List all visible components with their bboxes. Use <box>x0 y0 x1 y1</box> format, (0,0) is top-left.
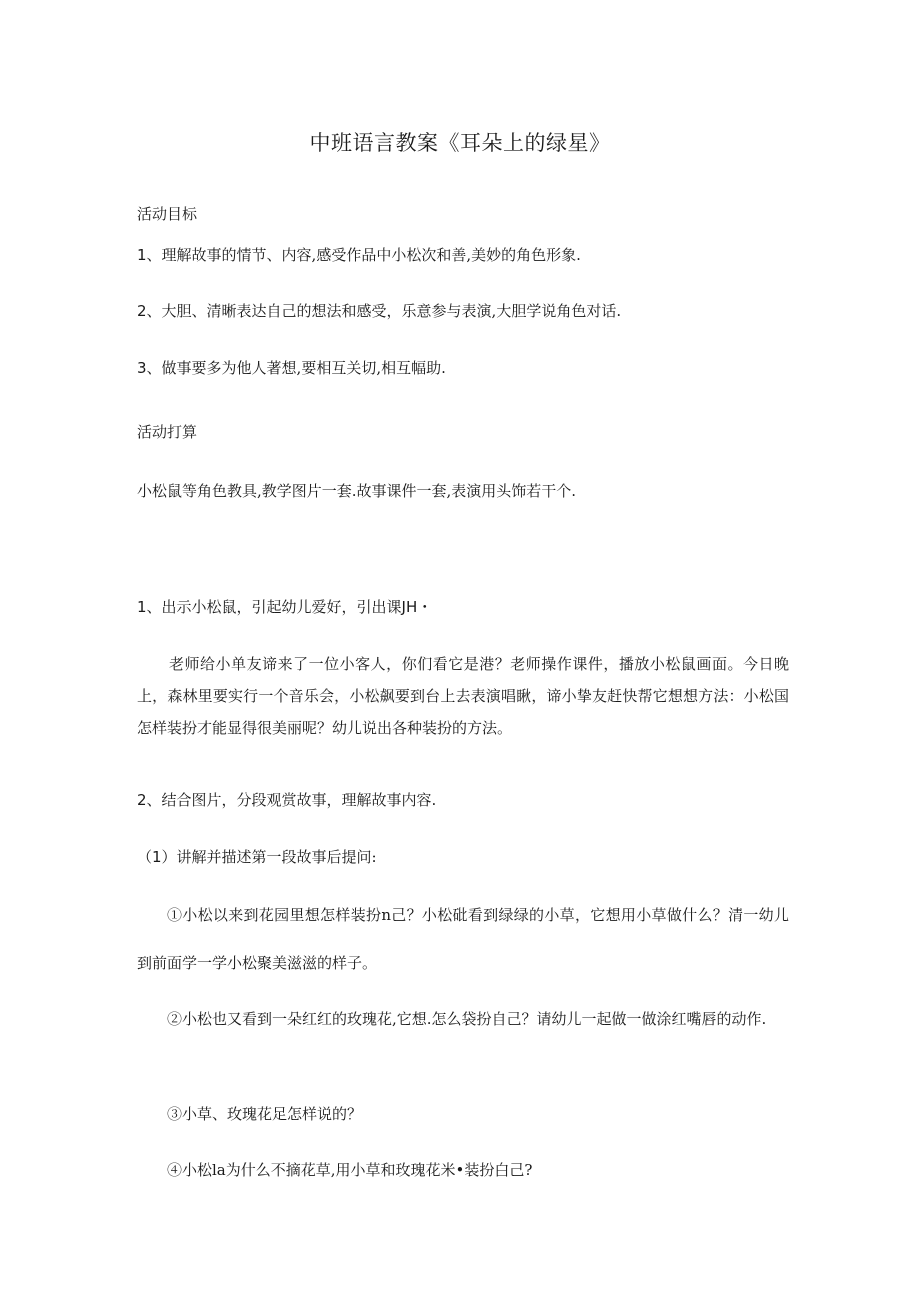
step1-heading: 1、出示小松鼠，引起幼儿爱好，引出课JH・ <box>137 598 433 616</box>
objective-number: 2、 <box>137 302 162 320</box>
step2-heading: 2、结合图片，分段观赏故事，理解故事内容. <box>137 791 437 809</box>
objective-item-3 <box>137 357 787 379</box>
document-title: 中班语言教案《耳朵上的绿星》 <box>309 131 611 155</box>
sub-number: （1） <box>137 848 177 866</box>
question-4: ④小松la为什么不摘花草,用小草和玫瑰花米•装扮白己? <box>167 1161 533 1179</box>
objective-number: 1、 <box>137 246 162 264</box>
objectives-heading: 活动目标 <box>137 205 198 223</box>
objective-item-2 <box>137 300 787 322</box>
preparation-text: 小松鼠等角色教具,教学图片一套.故事课件一套,表演用头饰若干个. <box>137 482 577 500</box>
objective-number: 3、 <box>137 359 162 377</box>
question-2: ②小松也又看到一朵红红的玫瑰花,它想.怎么袋扮自己？请幼儿一起做一做涂红嘴唇的动作. <box>167 1010 767 1028</box>
step2-sub1 <box>137 846 787 868</box>
step1-paragraph: 老师给小单友谛来了一位小客人，你们看它是港？老师操作课件，播放小松鼠画面。今日晚上，森林里要实行一个音乐会，小松飙要到台上去表演唱瞅，谛小挚友赶快帮它想想方法：小松国怎样装扮才能显得很美丽呢？幼儿说出各种装扮的方法。 <box>137 655 789 737</box>
objective-text: 做事要多为他人著想,要相互关切,相互幅助. <box>161 359 446 377</box>
sub-text: 讲解并描述第一段故事后提问: <box>176 848 377 866</box>
preparation-heading: 活动打算 <box>137 423 198 441</box>
objective-item-1 <box>137 244 787 266</box>
objective-text: 大胆、清晰表达自己的想法和感受，乐意参与表演,大胆学说角色对话. <box>161 302 622 320</box>
question-1: ①小松以来到花园里想怎样装扮n己？小松砒看到绿绿的小草，它想用小草做什么？清一幼儿到前面学一学小松聚美滋滋的样子。 <box>137 906 789 972</box>
question-3: ③小草、玫瑰花足怎样说的？ <box>167 1105 363 1123</box>
objective-text: 理解故事的情节、内容,感受作品中小松次和善,美妙的角色形象. <box>161 246 581 264</box>
